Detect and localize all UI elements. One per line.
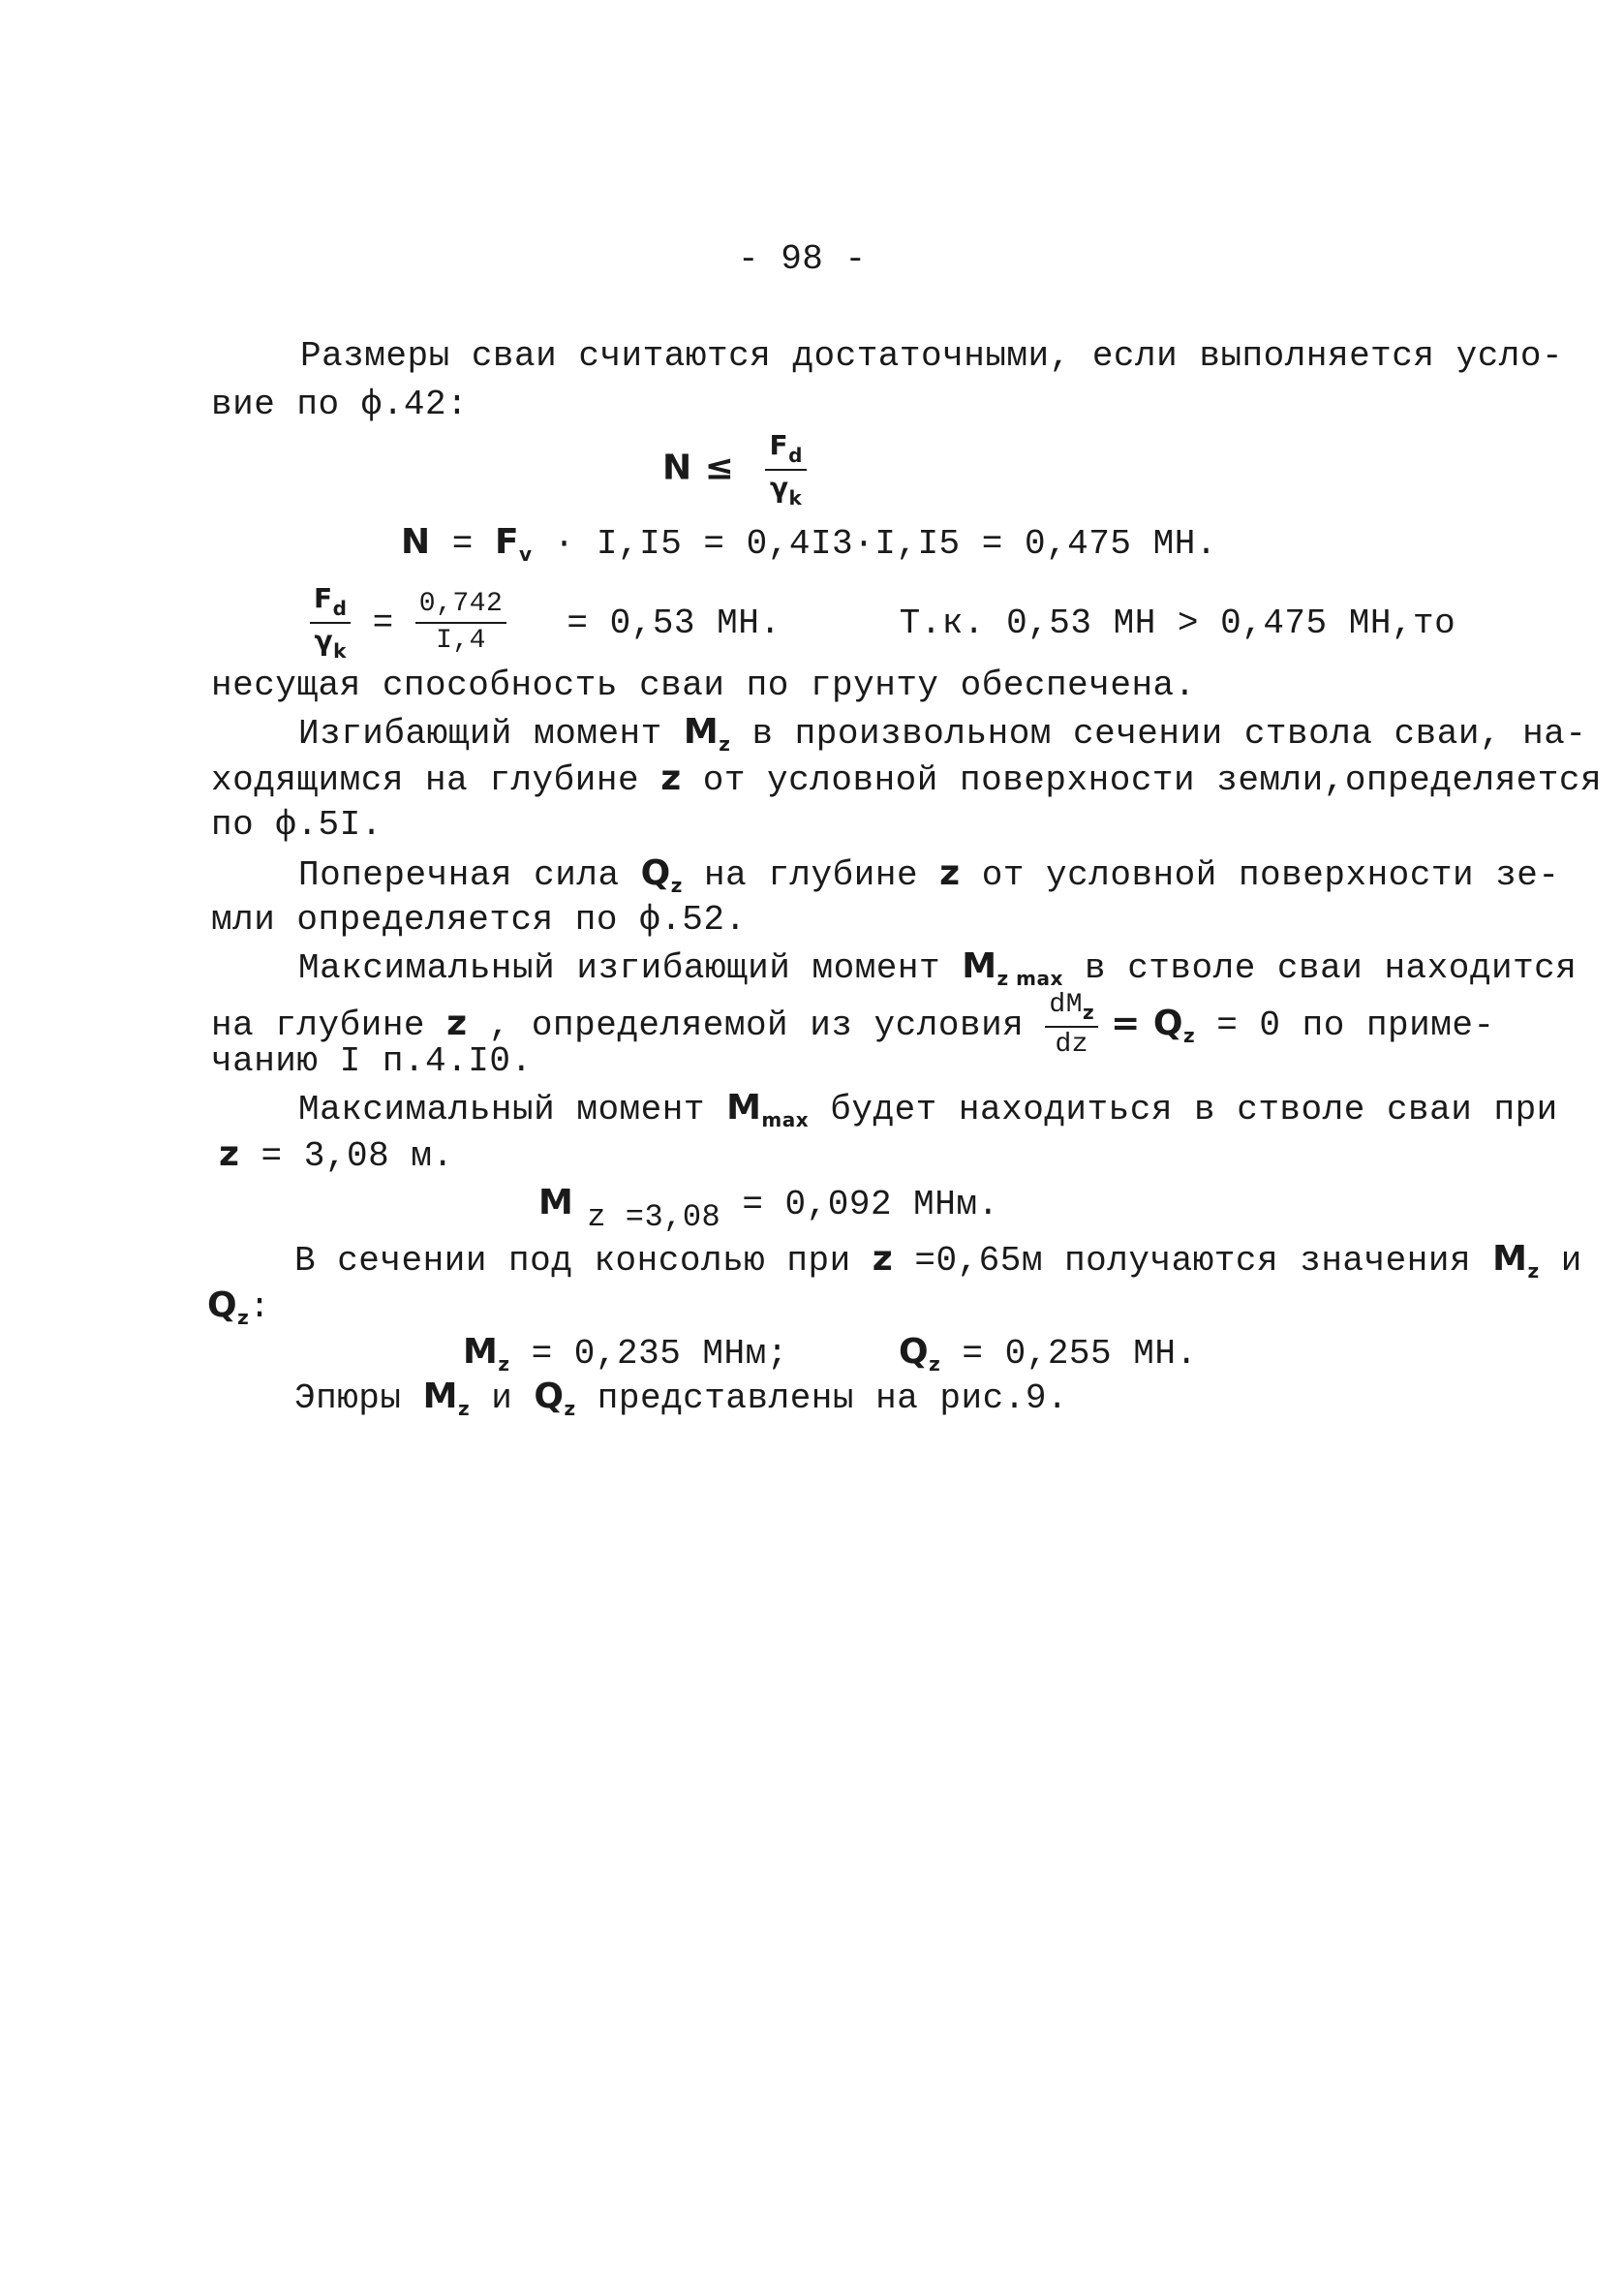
paragraph-5-line-1: Максимальный изгибающий момент $M_{z max}$ в стволе сваи находится — [298, 946, 1578, 990]
fraction-fd-gk-2: $\frac{F_d}{\gamma_k}$ — [310, 585, 351, 661]
paragraph-4-line-1: Поперечная сила $Q_z$ на глубине z от условной поверхности зе- — [298, 853, 1560, 897]
paragraph-6-line-2: z = 3,08 м. — [219, 1134, 454, 1176]
paragraph-1-line-2: вие по ф.42: — [211, 385, 469, 424]
paragraph-7-line-1: В сечении под консолью при z =0,65м получаются значения $M_z$ и — [294, 1239, 1582, 1283]
paragraph-6-line-1: Максимальный момент $M_{max}$ будет находиться в стволе сваи при — [298, 1088, 1558, 1131]
paragraph-3-line-2: ходящимся на глубине z от условной поверхности земли,определяется — [211, 758, 1603, 800]
formula-n-le-fd — [662, 429, 807, 510]
paragraph-7-line-2: $Q_z$: — [207, 1285, 271, 1329]
formula-n-value: $N = F_v \cdot I,I5 = 0,4I3\cdot I,I5 = 0,475$ МН. — [401, 522, 1217, 566]
paragraph-8-line-1: Эпюры $M_z$ и $Q_z$ представлены на рис.9. — [294, 1376, 1069, 1420]
paragraph-3-line-3: по ф.5I. — [211, 805, 383, 845]
paragraph-1-line-1: Размеры сваи считаются достаточными, если выполняется усло- — [300, 336, 1564, 376]
paragraph-5-line-2: на глубине z , определяемой из условия $\frac{dM_z}{dz}$ = $Q_z = 0$ по приме- — [211, 990, 1495, 1060]
paragraph-2-line-1: несущая способность сваи по грунту обеспечена. — [211, 665, 1196, 705]
formula-mz-qz: $M_z = 0,235$ МНм; $Q_z = 0,255$ МН. — [463, 1332, 1198, 1376]
fraction-fd-gk: $\frac{F_d}{\gamma_k}$ — [765, 432, 806, 508]
page-number: - 98 - — [738, 239, 867, 279]
fraction-values: $\frac{0,742}{I,4}$ — [415, 591, 507, 655]
formula-fd-over-gk: $\frac{F_d}{\gamma_k}$ = $\frac{0,742}{I,4}$ = 0,53 МН. Т.к. 0,53 МН > 0,475 МН,то — [310, 585, 1455, 661]
formula-m-max: M z =3,08 = 0,092 МНм. — [538, 1183, 999, 1235]
paragraph-5-line-3: чанию I п.4.I0. — [211, 1041, 533, 1081]
paragraph-3-line-1: Изгибающий момент $M_z$ в произвольном сечении ствола сваи, на- — [298, 712, 1587, 756]
formula-lhs: N ≤ — [662, 448, 735, 488]
paragraph-4-line-2: мли определяется по ф.52. — [211, 900, 747, 940]
fraction-dmz-dz: $\frac{dM_z}{dz}$ — [1045, 992, 1098, 1059]
